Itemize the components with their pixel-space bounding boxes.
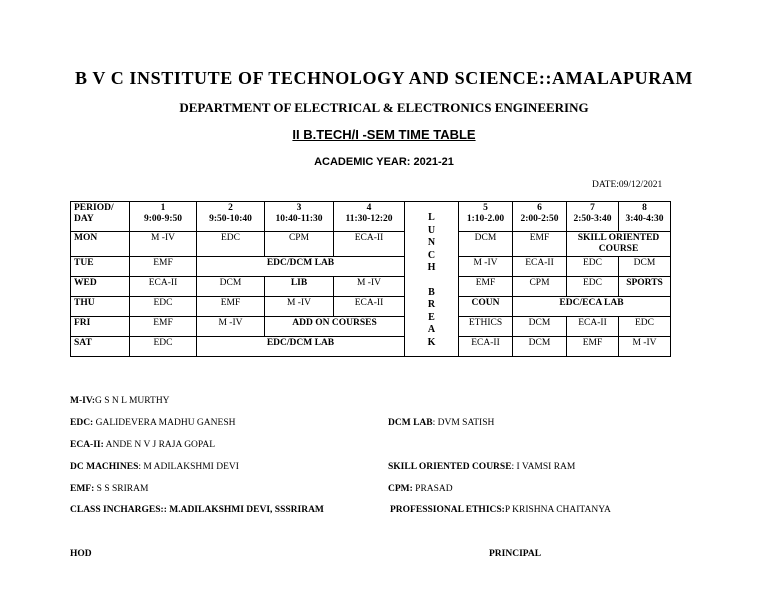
period-2-header [197, 202, 265, 232]
period-time: 9:50-10:40 [209, 214, 252, 224]
table-cell: SPORTS [619, 277, 671, 297]
day-cell: SAT [71, 337, 130, 357]
lunch-letter: L [428, 212, 435, 223]
lunch-break-cell [405, 202, 459, 357]
table-row-mon [71, 232, 671, 257]
table-cell: ECA-II [513, 257, 567, 277]
table-cell: COUN [459, 297, 513, 317]
faculty-edc [70, 418, 235, 428]
faculty-eca [70, 440, 215, 450]
lunch-letter: A [427, 324, 436, 335]
period-7-header [567, 202, 619, 232]
table-cell: ECA-II [334, 297, 405, 317]
period-number: 1 [160, 203, 166, 213]
lunch-letter: H [427, 262, 436, 273]
header-row [71, 202, 671, 232]
table-cell: ETHICS [459, 317, 513, 337]
faculty-cpm [388, 484, 453, 494]
subject-label: DC MACHINES [70, 462, 139, 472]
period-number: 4 [366, 203, 372, 213]
timetable-title: II B.TECH/I -SEM TIME TABLE [292, 127, 476, 142]
table-cell: EMF [130, 257, 197, 277]
lunch-letter: B [428, 286, 435, 298]
table-row-tue [71, 257, 671, 277]
table-cell: SKILL ORIENTED COURSE [567, 232, 671, 257]
subject-label: SKILL ORIENTED COURSE [388, 462, 512, 472]
period-time: 3:40-4:30 [625, 214, 664, 224]
faculty-name: P KRISHNA CHAITANYA [504, 505, 611, 515]
table-row-sat [71, 337, 671, 357]
lunch-letter: N [427, 237, 436, 248]
lunch-letter: C [427, 249, 436, 261]
table-cell: M -IV [130, 232, 197, 257]
period-time: 10:40-11:30 [275, 214, 323, 224]
subject-label: EMF: [70, 484, 95, 494]
table-cell: DCM [513, 337, 567, 357]
faculty-dc-machines [70, 462, 239, 472]
table-cell: DCM [459, 232, 513, 257]
table-cell: DCM [197, 277, 265, 297]
period-time: 1:10-2.00 [466, 214, 505, 224]
table-cell: ECA-II [459, 337, 513, 357]
lunch-letter: U [427, 224, 436, 236]
date-label: DATE:09/12/2021 [592, 180, 663, 190]
period-number: 8 [642, 203, 647, 213]
day-cell: MON [71, 232, 130, 257]
period-6-header [513, 202, 567, 232]
day-cell: FRI [71, 317, 130, 337]
period-time: 11:30-12:20 [345, 214, 393, 224]
period-3-header [265, 202, 334, 232]
table-cell: EMF [130, 317, 197, 337]
faculty-name: S S SRIRAM [94, 484, 149, 494]
subject-label: PROFESSIONAL ETHICS: [390, 505, 505, 515]
table-cell: DCM [513, 317, 567, 337]
table-cell: M -IV [334, 277, 405, 297]
table-cell: EDC [130, 297, 197, 317]
table-cell: EDC [619, 317, 671, 337]
table-cell: M -IV [197, 317, 265, 337]
faculty-name: : M ADILAKSHMI DEVI [138, 462, 239, 472]
subject-label: ECA-II: [70, 440, 104, 450]
period-1-header [130, 202, 197, 232]
hod-signature: HOD [70, 549, 92, 559]
faculty-dcm-lab [388, 418, 494, 428]
lunch-gap [408, 275, 455, 287]
department-title: DEPARTMENT OF ELECTRICAL & ELECTRONICS ENGINEERING [179, 100, 589, 115]
table-cell: EDC [567, 277, 619, 297]
subject-label: CPM: [388, 484, 413, 494]
subject-label: EDC: [70, 418, 94, 428]
period-number: 6 [537, 203, 542, 213]
table-cell: ECA-II [334, 232, 405, 257]
period-number: 3 [296, 203, 302, 213]
day-cell: THU [71, 297, 130, 317]
faculty-name: G S N L MURTHY [94, 396, 170, 406]
table-cell: EDC [567, 257, 619, 277]
table-cell: CPM [513, 277, 567, 297]
table-row-thu [71, 297, 671, 317]
corner-cell: PERIOD/ DAY [71, 202, 130, 232]
faculty-name: PRASAD [412, 484, 453, 494]
faculty-name: : DVM SATISH [432, 418, 495, 428]
period-time: 2:50-3:40 [573, 214, 612, 224]
table-cell: M -IV [619, 337, 671, 357]
faculty-emf [70, 484, 148, 494]
lunch-letter: R [427, 299, 436, 310]
table-cell: EDC [197, 232, 265, 257]
period-number: 7 [590, 203, 595, 213]
class-incharges [70, 505, 324, 515]
faculty-m4 [70, 396, 170, 406]
period-4-header [334, 202, 405, 232]
table-cell: CPM [265, 232, 334, 257]
institute-title: B V C INSTITUTE OF TECHNOLOGY AND SCIENCE::AMALAPURAM [74, 68, 694, 88]
table-cell: ECA-II [130, 277, 197, 297]
day-cell: WED [71, 277, 130, 297]
faculty-skill [388, 462, 575, 472]
subject-label: CLASS INCHARGES: [70, 505, 164, 515]
table-cell: DCM [619, 257, 671, 277]
faculty-name: : M.ADILAKSHMI DEVI, SSSRIRAM [163, 505, 324, 515]
period-time: 9:00-9:50 [144, 214, 182, 224]
principal-signature: PRINCIPAL [489, 549, 542, 559]
table-cell: EDC/DCM LAB [197, 257, 405, 277]
table-cell: M -IV [459, 257, 513, 277]
table-cell: ADD ON COURSES [265, 317, 405, 337]
table-cell: EMF [567, 337, 619, 357]
period-time: 2:00-2:50 [520, 214, 559, 224]
timetable [70, 201, 671, 357]
table-cell: EMF [513, 232, 567, 257]
faculty-name: GALIDEVERA MADHU GANESH [93, 418, 236, 428]
table-cell: EDC [130, 337, 197, 357]
lunch-letter: K [427, 336, 436, 348]
table-cell: EMF [197, 297, 265, 317]
academic-year: ACADEMIC YEAR: 2021-21 [314, 156, 454, 168]
faculty-name: ANDE N V J RAJA GOPAL [103, 440, 215, 450]
table-row-fri [71, 317, 671, 337]
subject-label: M-IV: [70, 396, 95, 406]
table-cell: M -IV [265, 297, 334, 317]
period-number: 5 [483, 203, 488, 213]
period-8-header [619, 202, 671, 232]
table-cell: EDC/ECA LAB [513, 297, 671, 317]
faculty-name: : I VAMSI RAM [511, 462, 576, 472]
period-number: 2 [228, 203, 233, 213]
subject-label: DCM LAB [388, 418, 433, 428]
table-cell: ECA-II [567, 317, 619, 337]
table-cell: LIB [265, 277, 334, 297]
table-cell: EMF [459, 277, 513, 297]
table-row-wed [71, 277, 671, 297]
day-cell: TUE [71, 257, 130, 277]
period-5-header [459, 202, 513, 232]
table-cell: EDC/DCM LAB [197, 337, 405, 357]
lunch-letter: E [428, 311, 435, 323]
faculty-ethics [390, 505, 611, 515]
